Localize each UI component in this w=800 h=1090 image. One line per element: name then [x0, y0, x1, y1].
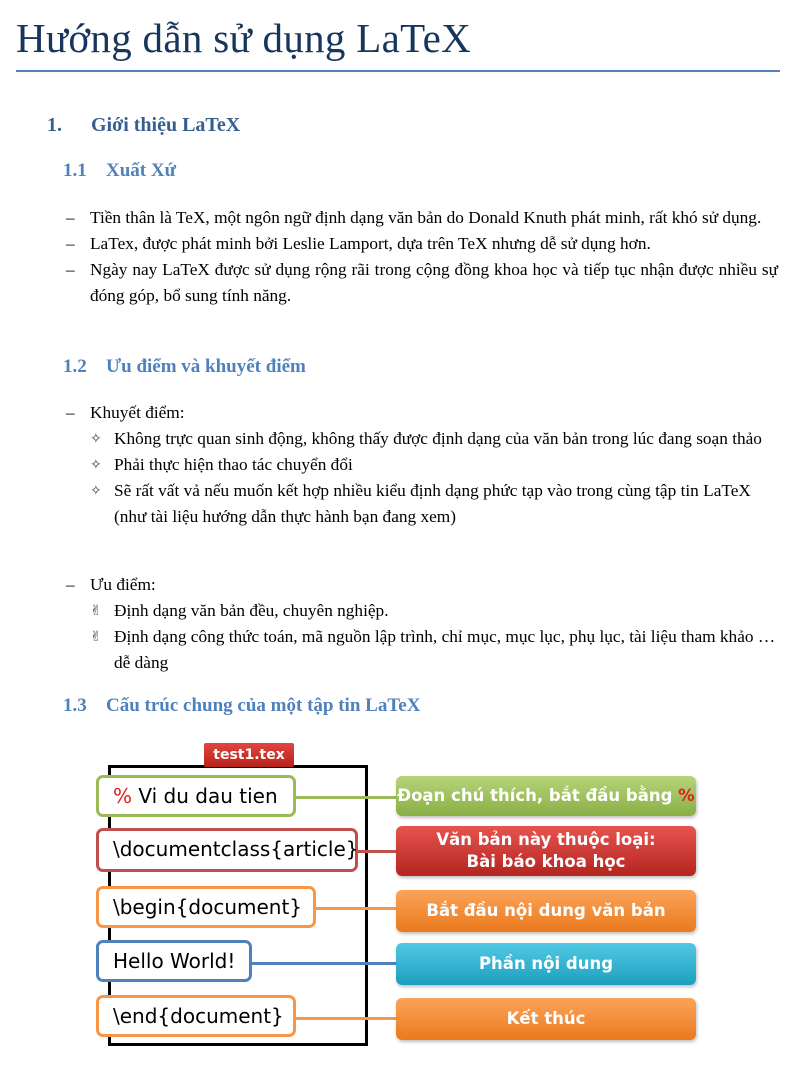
- dash-bullet: –: [66, 208, 75, 227]
- label-begin: Bắt đầu nội dung văn bản: [396, 890, 696, 932]
- heading-1-2: [63, 356, 306, 378]
- connector-begin: [316, 907, 396, 910]
- dash-bullet: –: [66, 234, 75, 253]
- label-documentclass: Văn bản này thuộc loại: Bài báo khoa học: [396, 826, 696, 876]
- dash-bullet: –: [66, 403, 75, 422]
- list-item: ✧ Không trực quan sinh động, không thấy được định dạng của văn bản trong lúc đang soạn thảo: [90, 426, 778, 452]
- pros-list: [66, 572, 778, 676]
- heading-1-2-text: Ưu điểm và khuyết điểm: [106, 356, 306, 377]
- heading-1-2-number: 1.2: [63, 356, 87, 377]
- code-begin-line: \begin{document}: [96, 886, 316, 928]
- list-item: – Ngày nay LaTeX được sử dụng rộng rãi trong cộng đồng khoa học và tiếp tục nhận được nhiều sự đóng góp, bổ sung tính năng.: [66, 257, 778, 309]
- heading-1-text: Giới thiệu LaTeX: [91, 114, 241, 136]
- heading-1-number: 1.: [47, 114, 62, 136]
- list-item: [66, 572, 778, 676]
- origin-list: [66, 205, 778, 309]
- list-item: ✌ Định dạng văn bản đều, chuyên nghiệp.: [90, 598, 778, 624]
- connector-content: [252, 962, 396, 965]
- list-item: ✧ Phải thực hiện thao tác chuyển đổi: [90, 452, 778, 478]
- label-comment: Đoạn chú thích, bắt đầu bằng %: [396, 776, 696, 816]
- pros-heading: Ưu điểm:: [90, 575, 156, 594]
- heading-1-3-text: Cấu trúc chung của một tập tin LaTeX: [106, 695, 421, 716]
- thumbs-down-icon: ✧: [90, 457, 102, 473]
- percent-sign: %: [113, 784, 133, 808]
- thumbs-down-icon: ✧: [90, 483, 102, 499]
- dash-bullet: –: [66, 575, 75, 594]
- label-content: Phần nội dung: [396, 943, 696, 985]
- heading-1-1-number: 1.1: [63, 160, 87, 181]
- heading-1-1-text: Xuất Xứ: [106, 160, 176, 181]
- document-title: Hướng dẫn sử dụng LaTeX: [16, 15, 472, 61]
- title-underline: [16, 70, 780, 72]
- list-item: [66, 400, 778, 530]
- heading-1-3: [63, 695, 420, 717]
- thumbs-up-icon: ✌: [90, 629, 102, 645]
- connector-documentclass: [358, 850, 396, 853]
- dash-bullet: –: [66, 260, 75, 279]
- list-item: ✌ Định dạng công thức toán, mã nguồn lập trình, chỉ mục, mục lục, phụ lục, tài liệu tham khảo … dễ dàng: [90, 624, 778, 676]
- cons-heading: Khuyết điểm:: [90, 403, 185, 422]
- code-content-line: Hello World!: [96, 940, 252, 982]
- heading-1-3-number: 1.3: [63, 695, 87, 716]
- list-item: – LaTex, được phát minh bởi Leslie Lamport, dựa trên TeX nhưng dễ sử dụng hơn.: [66, 231, 778, 257]
- list-item: – Tiền thân là TeX, một ngôn ngữ định dạng văn bản do Donald Knuth phát minh, rất khó sử dụng.: [66, 205, 778, 231]
- code-comment-line: % Vi du dau tien: [96, 775, 296, 817]
- connector-end: [296, 1017, 396, 1020]
- cons-list: [66, 400, 778, 530]
- label-end: Kết thúc: [396, 998, 696, 1040]
- code-documentclass-line: \documentclass{article}: [96, 828, 358, 872]
- connector-comment: [296, 796, 396, 799]
- list-item: ✧ Sẽ rất vất vả nếu muốn kết hợp nhiều kiểu định dạng phức tạp vào trong cùng tập tin LaTeX (như tài liệu hướng dẫn thực hành bạn đang xem): [90, 478, 778, 530]
- heading-1-1: [63, 160, 176, 182]
- file-name-tab: test1.tex: [204, 743, 294, 767]
- pros-items: [90, 598, 778, 676]
- thumbs-down-icon: ✧: [90, 431, 102, 447]
- heading-1: [47, 114, 240, 137]
- cons-items: [90, 426, 778, 530]
- thumbs-up-icon: ✌: [90, 603, 102, 619]
- code-end-line: \end{document}: [96, 995, 296, 1037]
